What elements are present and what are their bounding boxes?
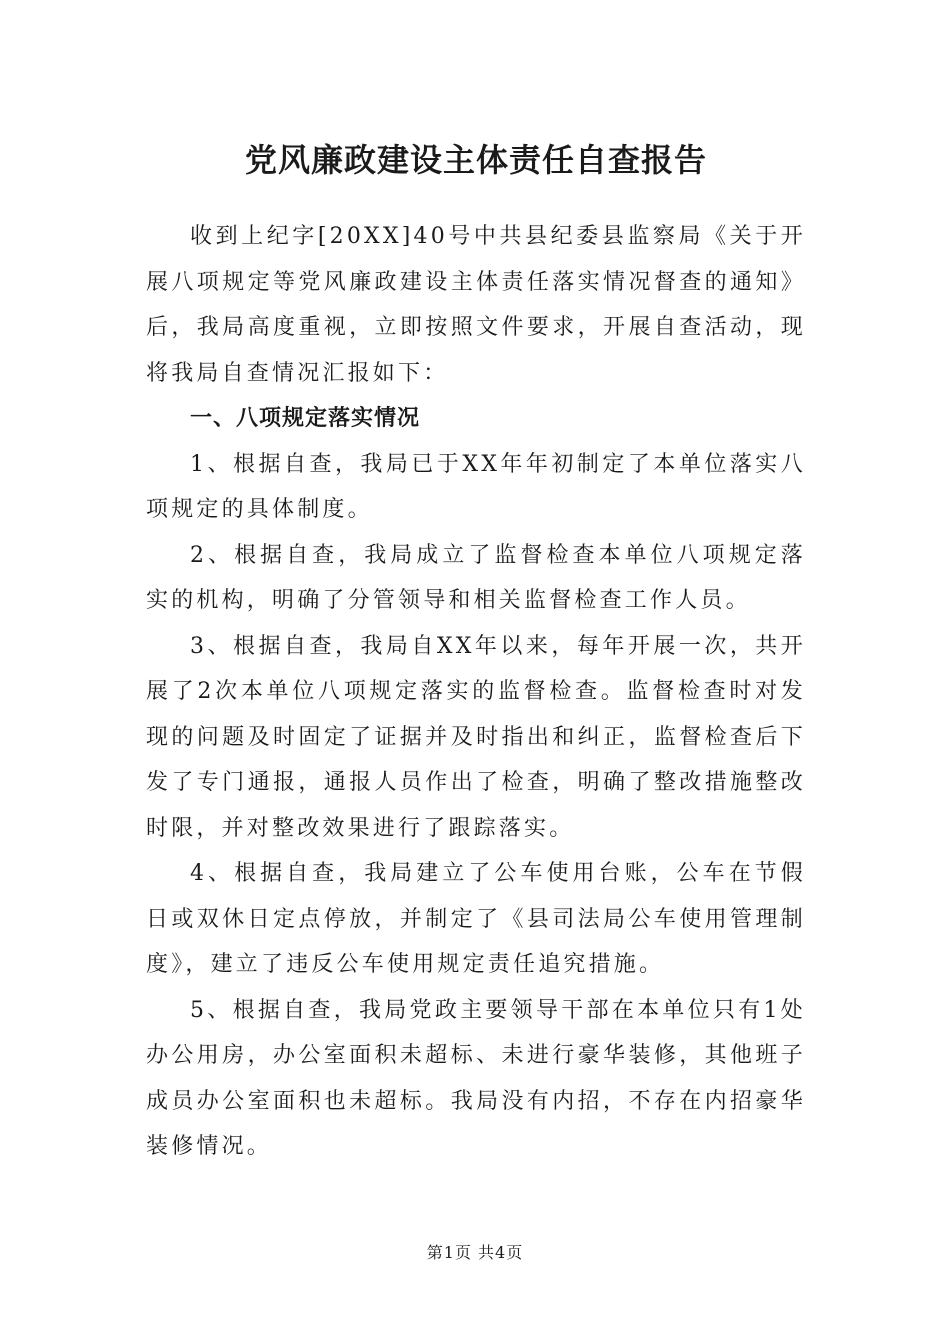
list-item: 5、根据自查，我局党政主要领导干部在本单位只有1处办公用房，办公室面积未超标、未进行豪华装修，其他班子成员办公室面积也未超标。我局没有内招，不存在内招豪华装修情况。 xyxy=(146,997,806,1159)
document-page xyxy=(146,132,806,1170)
list-item: 1、根据自查，我局已于XX年年初制定了本单位落实八项规定的具体制度。 xyxy=(146,451,806,522)
list-item: 4、根据自查，我局建立了公车使用台账，公车在节假日或双休日定点停放，并制定了《县司法局公车使用管理制度》，建立了违反公车使用规定责任追究措施。 xyxy=(146,861,806,977)
section-heading: 一、八项规定落实情况 xyxy=(190,406,421,431)
list-item: 3、根据自查，我局自XX年以来，每年开展一次，共开展了2次本单位八项规定落实的监督检查。监督检查时对发现的问题及时固定了证据并及时指出和纠正，监督检查后下发了专门通报，通报人员作出了检查，明确了整改措施整改时限，并对整改效果进行了跟踪落实。 xyxy=(146,633,806,841)
intro-paragraph: 收到上纪字[20XX]40号中共县纪委县监察局《关于开展八项规定等党风廉政建设主体责任落实情况督查的通知》后，我局高度重视，立即按照文件要求，开展自查活动，现将我局自查情况汇报如下： xyxy=(146,224,806,386)
list-item: 2、根据自查，我局成立了监督检查本单位八项规定落实的机构，明确了分管领导和相关监督检查工作人员。 xyxy=(146,542,806,613)
document-title: 党风廉政建设主体责任自查报告 xyxy=(244,141,707,179)
page-number-footer: 第1页 共4页 xyxy=(426,1243,524,1262)
